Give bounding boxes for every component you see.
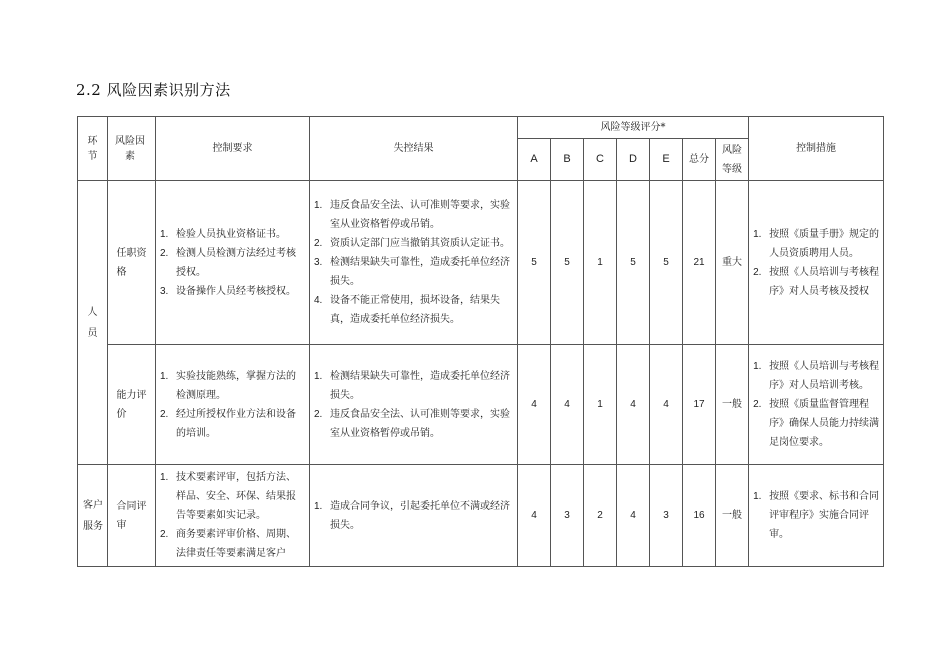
score-e: 4	[650, 345, 683, 465]
list-item: 1. 检验人员执业资格证书。	[160, 228, 286, 240]
score-d: 4	[617, 345, 650, 465]
list-item: 2. 资质认定部门应当撤销其资质认定证书。	[314, 238, 510, 249]
header-factor: 风险因素	[108, 117, 156, 181]
consequences-cell	[310, 465, 518, 567]
consequences-cell	[310, 181, 518, 345]
factor-cell: 任职资格	[108, 181, 156, 345]
header-requirement: 控制要求	[156, 117, 310, 181]
header-e: E	[650, 139, 683, 181]
score-a: 4	[518, 345, 551, 465]
score-c: 2	[584, 465, 617, 567]
list-item: 1. 技术要素评审，包括方法、样品、安全、环保、结果报告等要素如实记录。	[160, 472, 296, 521]
list-item: 2. 商务要素评审价格、周期、法律责任等要素满足客户	[160, 529, 296, 559]
score-c: 1	[584, 345, 617, 465]
list-item: 1. 检测结果缺失可靠性，造成委托单位经济损失。	[314, 370, 510, 401]
risk-level: 一般	[716, 465, 749, 567]
list-item: 2. 按照《质量监督管理程序》确保人员能力持续满足岗位要求。	[753, 399, 880, 448]
requirements-cell	[156, 345, 310, 465]
score-a: 4	[518, 465, 551, 567]
requirements-cell	[156, 181, 310, 345]
list-item: 1. 造成合同争议，引起委托单位不满或经济损失。	[314, 500, 510, 531]
risk-factor-table	[77, 116, 884, 567]
score-b: 5	[551, 181, 584, 345]
list-item: 3. 设备操作人员经考核授权。	[160, 285, 296, 297]
header-level: 风险等级	[716, 139, 749, 181]
header-b: B	[551, 139, 584, 181]
list-item: 1. 违反食品安全法、认可准则等要求，实验室从业资格暂停或吊销。	[314, 200, 510, 230]
list-item: 2. 按照《人员培训与考核程序》对人员考核及授权	[753, 266, 880, 297]
list-item: 2. 经过所授权作业方法和设备的培训。	[160, 408, 296, 439]
header-measures: 控制措施	[749, 117, 884, 181]
score-b: 4	[551, 345, 584, 465]
header-a: A	[518, 139, 551, 181]
header-c: C	[584, 139, 617, 181]
header-d: D	[617, 139, 650, 181]
risk-level: 一般	[716, 345, 749, 465]
measures-cell	[749, 465, 884, 567]
score-e: 5	[650, 181, 683, 345]
header-link: 环节	[78, 117, 108, 181]
risk-level: 重大	[716, 181, 749, 345]
table-row	[78, 345, 884, 465]
score-d: 5	[617, 181, 650, 345]
consequences-cell	[310, 345, 518, 465]
group-customer-service: 客户服务	[78, 465, 108, 567]
list-item: 3. 检测结果缺失可靠性，造成委托单位经济损失。	[314, 257, 510, 287]
score-e: 3	[650, 465, 683, 567]
measures-cell	[749, 345, 884, 465]
factor-cell: 能力评价	[108, 345, 156, 465]
group-personnel: 人员	[78, 181, 108, 465]
score-total: 21	[683, 181, 716, 345]
factor-cell: 合同评审	[108, 465, 156, 567]
list-item: 2. 检测人员检测方法经过考核授权。	[160, 247, 296, 278]
list-item: 1. 按照《要求、标书和合同评审程序》实施合同评审。	[753, 491, 880, 540]
requirements-cell	[156, 465, 310, 567]
score-d: 4	[617, 465, 650, 567]
score-a: 5	[518, 181, 551, 345]
list-item: 4. 设备不能正常使用，损坏设备，结果失真，造成委托单位经济损失。	[314, 295, 500, 325]
score-total: 17	[683, 345, 716, 465]
score-b: 3	[551, 465, 584, 567]
list-item: 1. 按照《人员培训与考核程序》对人员培训考核。	[753, 361, 880, 391]
header-rating-group: 风险等级评分*	[518, 117, 749, 139]
section-heading: 2.2 风险因素识别方法	[76, 81, 231, 99]
list-item: 1. 按照《质量手册》规定的人员资质聘用人员。	[753, 228, 880, 259]
header-row-1	[78, 117, 884, 139]
table-row	[78, 181, 884, 345]
score-total: 16	[683, 465, 716, 567]
header-consequence: 失控结果	[310, 117, 518, 181]
list-item: 2. 违反食品安全法、认可准则等要求，实验室从业资格暂停或吊销。	[314, 408, 510, 439]
score-c: 1	[584, 181, 617, 345]
measures-cell	[749, 181, 884, 345]
table-row	[78, 465, 884, 567]
list-item: 1. 实验技能熟练，掌握方法的检测原理。	[160, 370, 296, 401]
header-total: 总分	[683, 139, 716, 181]
